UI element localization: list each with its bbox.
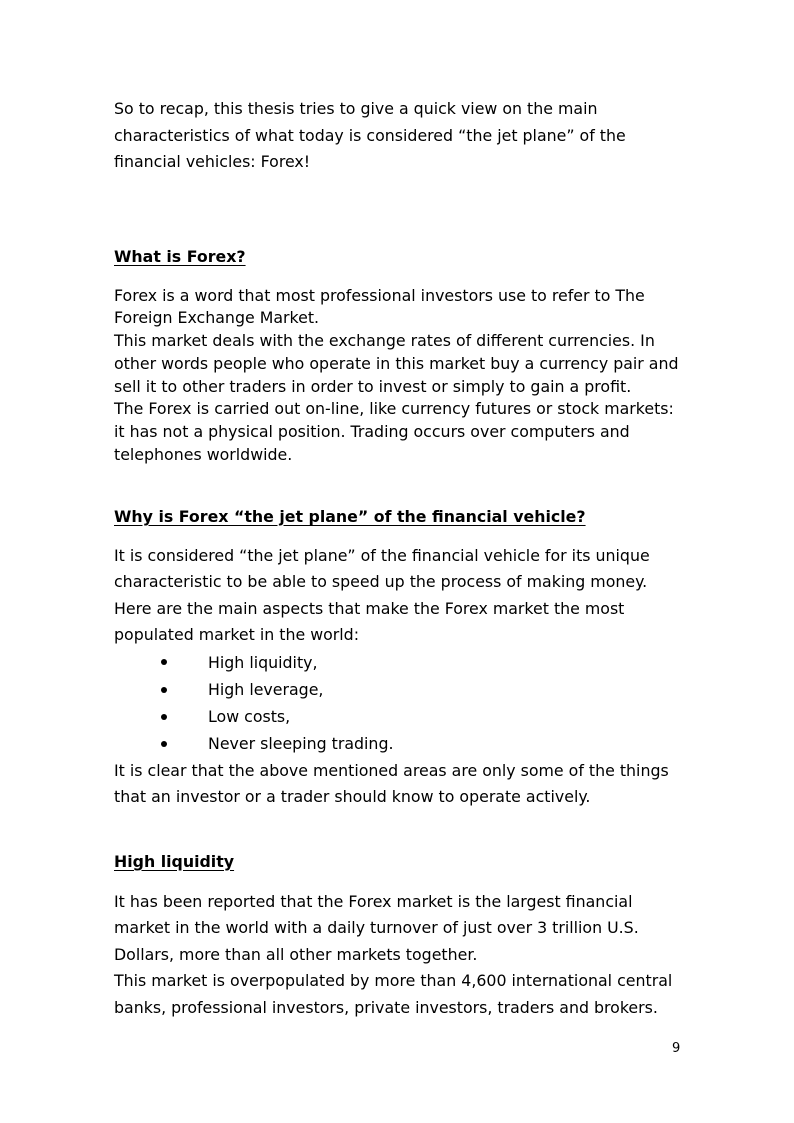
paragraph: This market deals with the exchange rates of different currencies. In other words people who operate in this market buy a currency pair and sell it to other traders in order to invest or simply to gain a profit. [114, 331, 679, 396]
list-item-label: Never sleeping trading. [208, 734, 394, 754]
paragraph: Here are the main aspects that make the Forex market the most populated market in the world: [114, 598, 625, 645]
list-item [114, 730, 686, 757]
list-item-label: Low costs, [208, 707, 291, 727]
paragraph: It has been reported that the Forex market is the largest financial market in the world with a daily turnover of just over 3 trillion U.S. Dollars, more than all other markets together. [114, 891, 639, 964]
section-heading-high-liquidity: High liquidity [114, 851, 235, 871]
document-page [114, 96, 686, 1021]
list-item [114, 649, 686, 676]
intro-paragraph: So to recap, this thesis tries to give a quick view on the main characteristics of what today is considered “the jet plane” of the financial vehicles: Forex! [114, 99, 626, 171]
bullet-icon [161, 714, 167, 720]
bullet-icon [161, 659, 167, 665]
list-item-label: High liquidity, [208, 652, 318, 672]
high-liquidity-body [114, 889, 686, 1022]
section-heading-why-forex: Why is Forex “the jet plane” of the financial vehicle? [114, 506, 586, 526]
list-item [114, 703, 686, 730]
why-forex-body [114, 543, 686, 811]
bullet-icon [161, 687, 167, 693]
bullet-icon [161, 741, 167, 747]
section-heading-what-is-forex: What is Forex? [114, 246, 246, 266]
list-item [114, 676, 686, 703]
paragraph: The Forex is carried out on-line, like currency futures or stock markets: it has not a physical position. Trading occurs over computers and telephones worldwide. [114, 399, 674, 465]
paragraph: Forex is a word that most professional investors use to refer to The Foreign Exchange Market. [114, 285, 645, 328]
what-is-forex-body [114, 285, 686, 467]
paragraph: It is considered “the jet plane” of the financial vehicle for its unique characteristic to be able to speed up the process of making money. [114, 545, 650, 592]
paragraph: It is clear that the above mentioned areas are only some of the things that an investor or a trader should know to operate actively. [114, 760, 669, 807]
paragraph: This market is overpopulated by more than 4,600 international central banks, professional investors, private investors, traders and brokers. [114, 971, 673, 1017]
list-item-label: High leverage, [208, 680, 324, 700]
page-number: 9 [672, 1041, 681, 1056]
bullet-list [114, 649, 686, 758]
